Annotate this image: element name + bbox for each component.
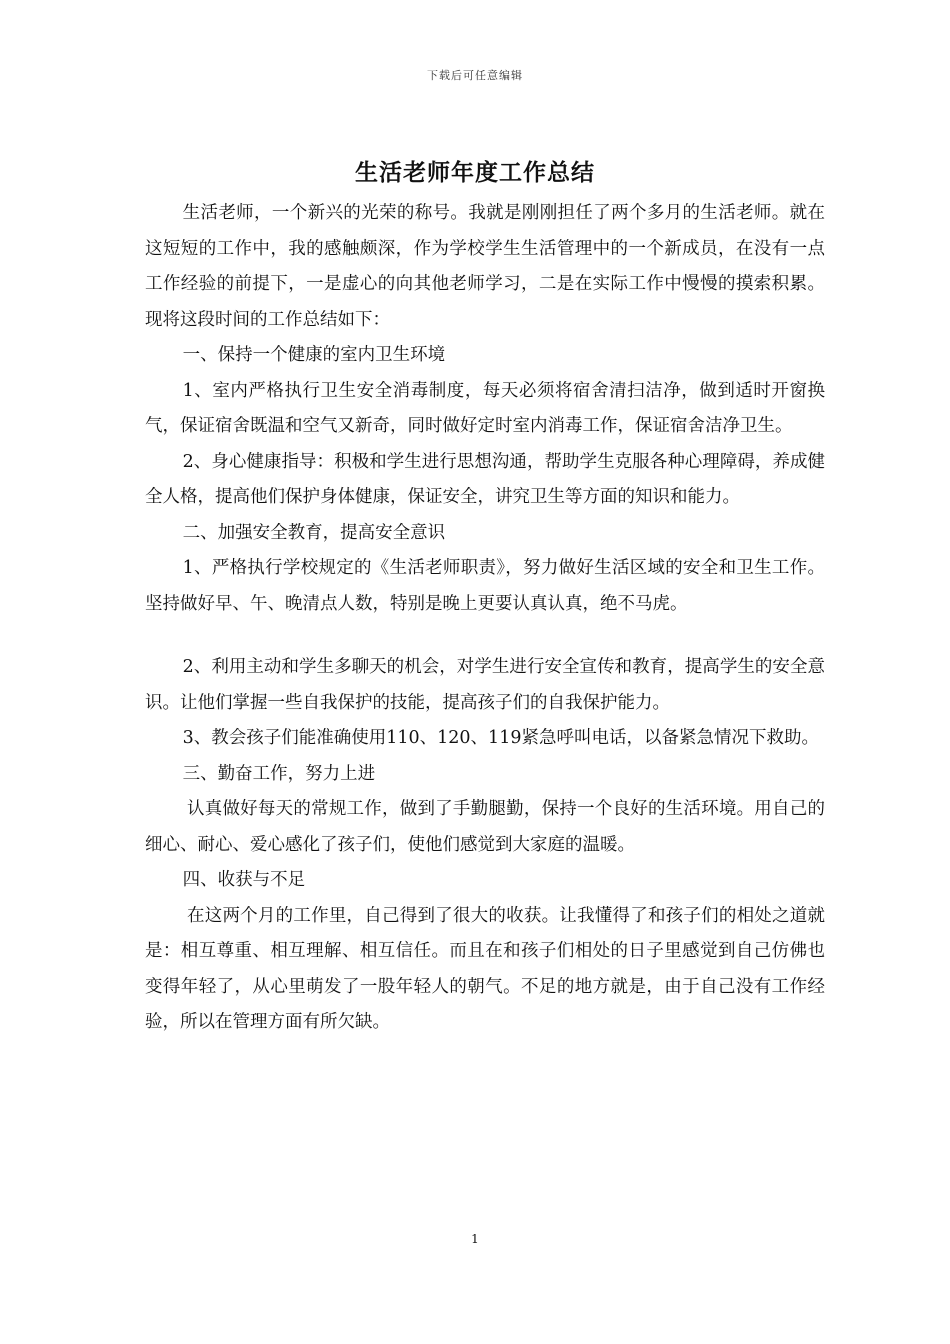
paragraph-intro: 生活老师，一个新兴的光荣的称号。我就是刚刚担任了两个多月的生活老师。就在这短短的工作中，我的感触颇深，作为学校学生生活管理中的一个新成员，在没有一点工作经验的前提下，一是虚心的向其他老师学习，二是在实际工作中慢慢的摸索积累。现将这段时间的工作总结如下： xyxy=(145,203,825,330)
section-heading-2: 二、加强安全教育，提高安全意识 xyxy=(182,522,446,543)
header-note: 下载后可任意编辑 xyxy=(427,69,523,82)
paragraph-2-3: 3、教会孩子们能准确使用110、120、119紧急呼叫电话，以备紧急情况下救助。 xyxy=(182,728,819,748)
document-body xyxy=(145,196,825,1041)
section-heading-4: 四、收获与不足 xyxy=(182,870,306,890)
paragraph-3-1: 认真做好每天的常规工作，做到了手勤腿勤，保持一个良好的生活环境。用自己的细心、耐心、爱心感化了孩子们，使他们感觉到大家庭的温暖。 xyxy=(145,799,825,855)
paragraph-4-1: 在这两个月的工作里，自己得到了很大的收获。让我懂得了和孩子们的相处之道就是：相互尊重、相互理解、相互信任。而且在和孩子们相处的日子里感觉到自己仿佛也变得年轻了，从心里萌发了一股年轻人的朝气。不足的地方就是，由于自己没有工作经验，所以在管理方面有所欠缺。 xyxy=(145,905,825,1032)
paragraph-2-1: 1、严格执行学校规定的《生活老师职责》，努力做好生活区域的安全和卫生工作。坚持做好早、午、晚清点人数，特别是晚上更要认真认真，绝不马虎。 xyxy=(145,558,825,614)
document-title: 生活老师年度工作总结 xyxy=(355,159,595,186)
paragraph-1-1: 1、室内严格执行卫生安全消毒制度，每天必须将宿舍清扫洁净，做到适时开窗换气，保证宿舍既温和空气又新奇，同时做好定时室内消毒工作，保证宿舍洁净卫生。 xyxy=(145,380,825,436)
paragraph-1-2: 2、身心健康指导：积极和学生进行思想沟通，帮助学生克服各种心理障碍，养成健全人格，提高他们保护身体健康，保证安全，讲究卫生等方面的知识和能力。 xyxy=(145,451,825,507)
section-heading-1: 一、保持一个健康的室内卫生环境 xyxy=(182,345,446,365)
page-number: 1 xyxy=(471,1232,479,1246)
paragraph-2-2: 2、利用主动和学生多聊天的机会，对学生进行安全宣传和教育，提高学生的安全意识。让他们掌握一些自我保护的技能，提高孩子们的自我保护能力。 xyxy=(145,657,825,713)
section-heading-3: 三、勤奋工作，努力上进 xyxy=(182,763,376,784)
